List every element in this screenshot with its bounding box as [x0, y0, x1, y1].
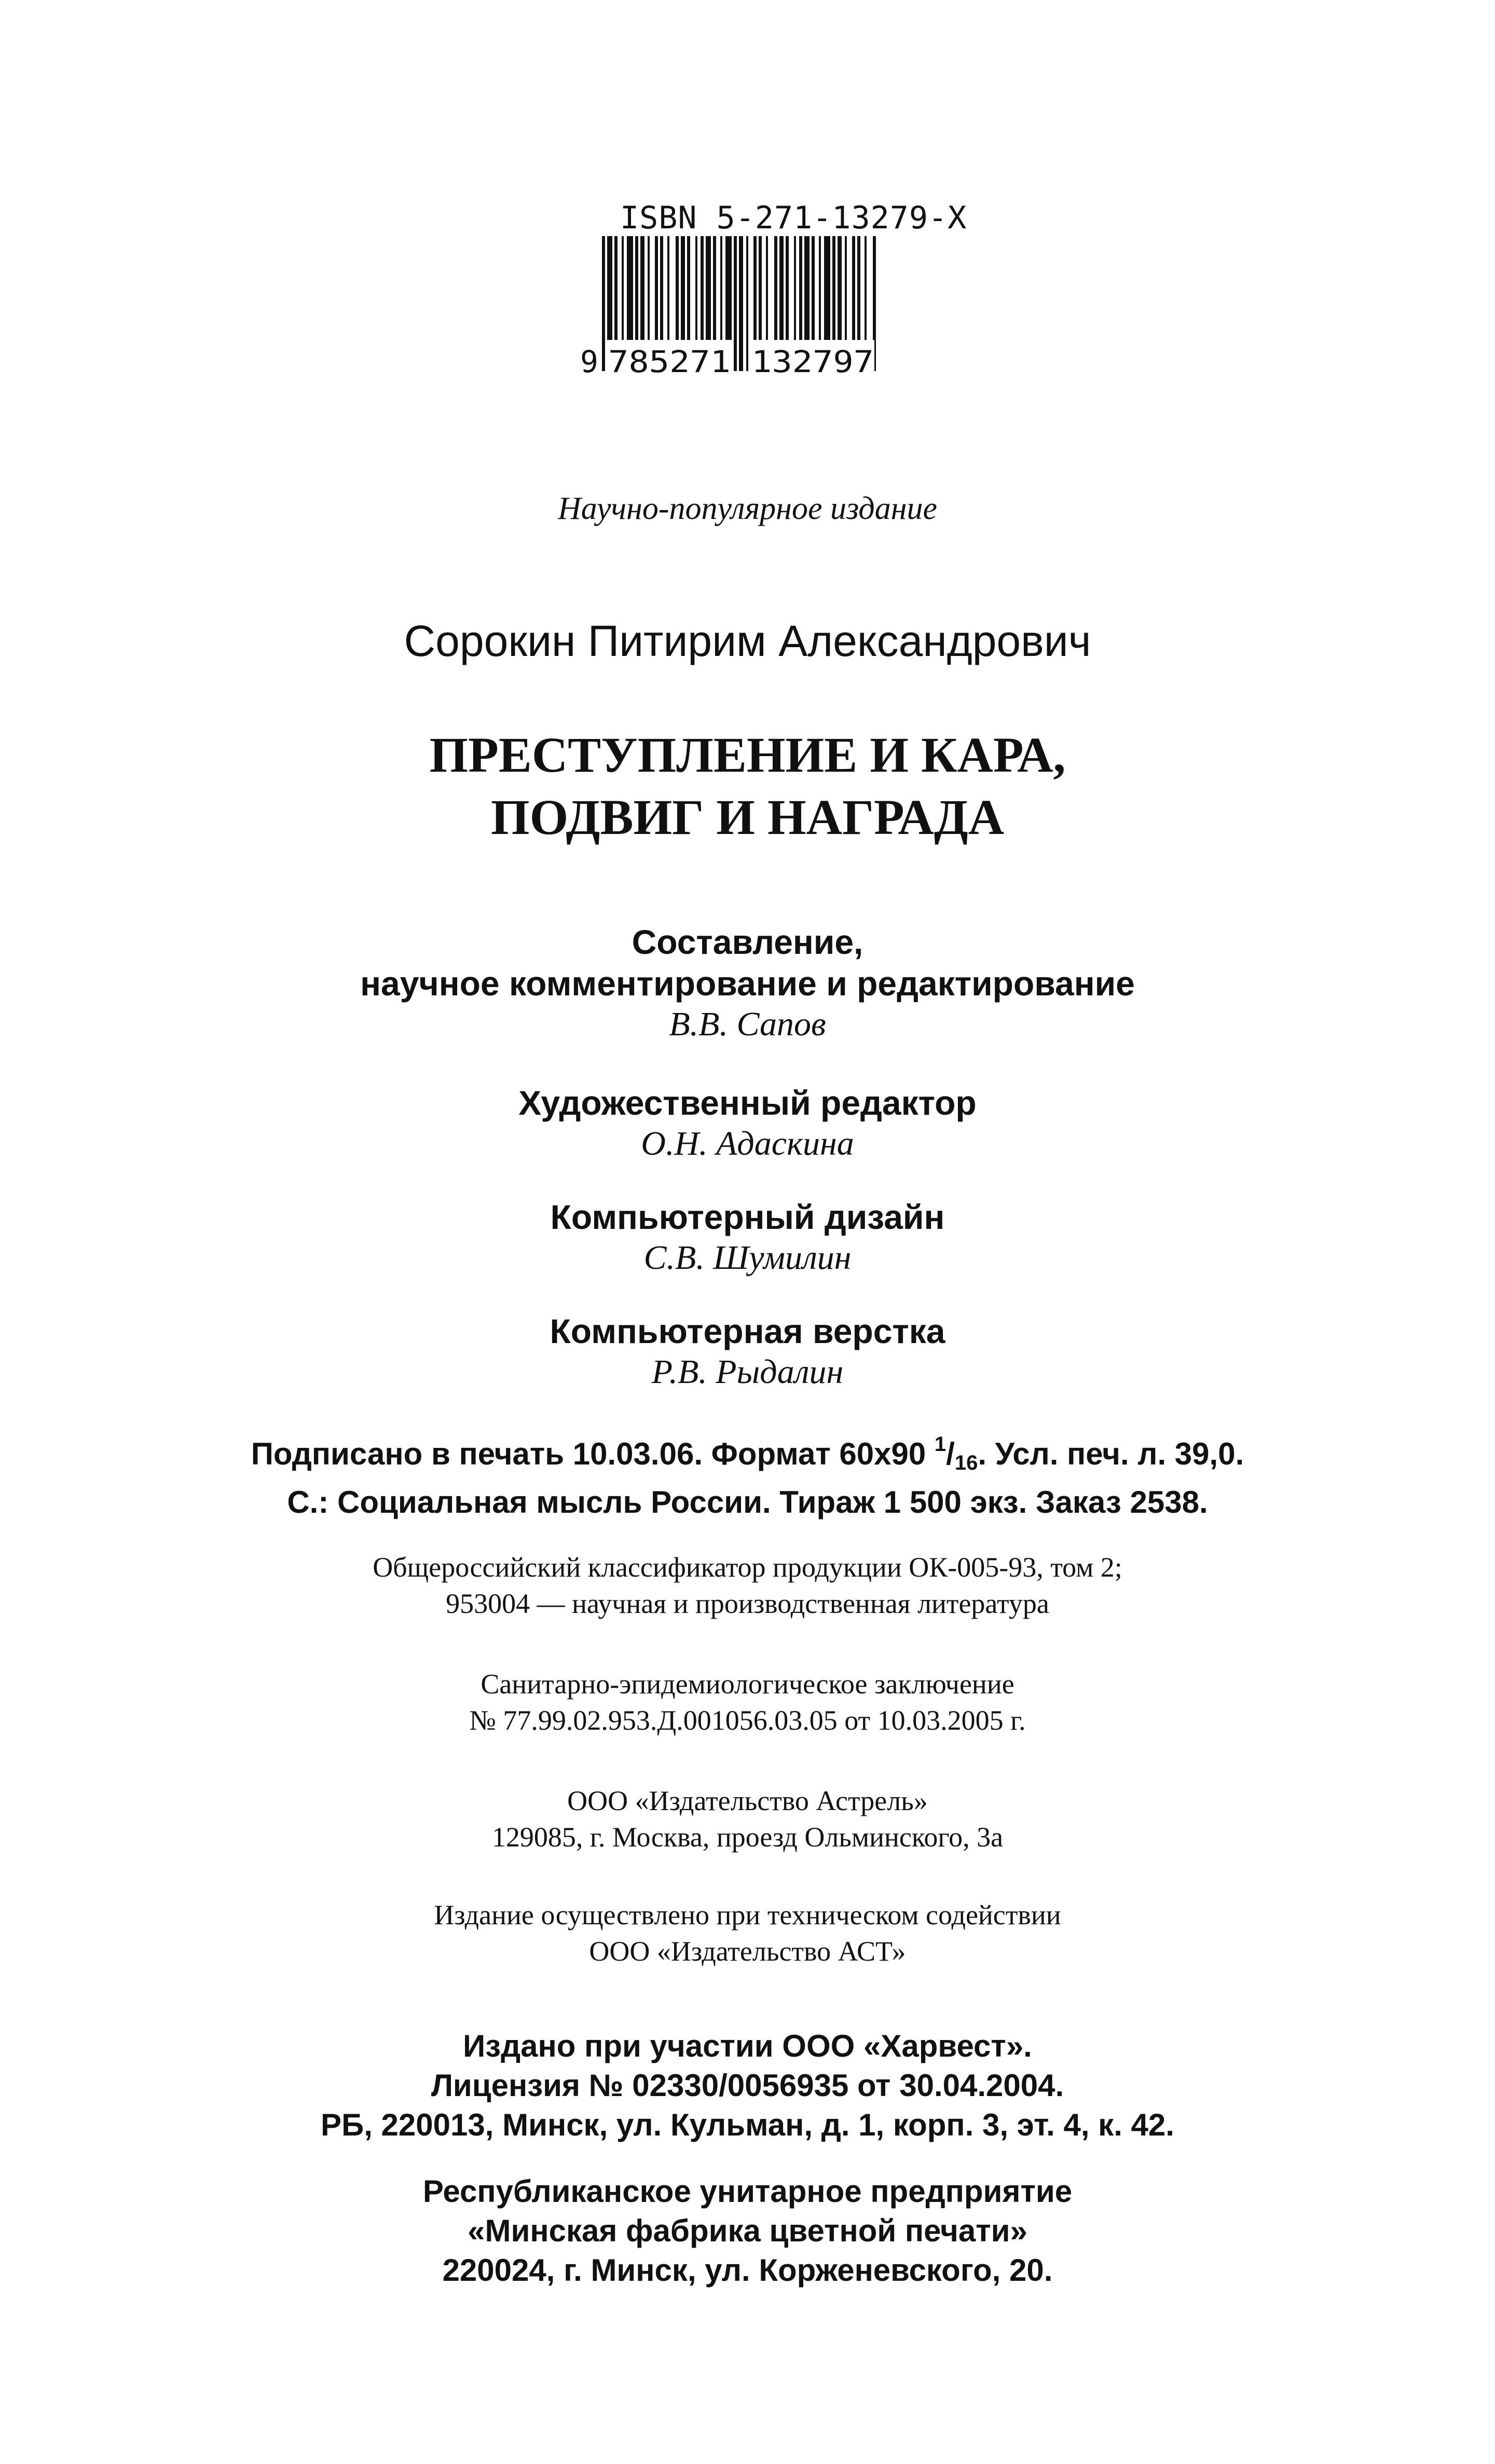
publisher-line-1: ООО «Издательство Астрель» [567, 1785, 928, 1816]
imprint-line-1-end: . Усл. печ. л. 39,0. [978, 1436, 1244, 1471]
edition-type-block [0, 488, 1495, 529]
harvest-line-2: Лицензия № 02330/0056935 от 30.04.2004. [431, 2068, 1064, 2103]
art-editor-credit [0, 1082, 1495, 1164]
design-person: С.В. Шумилин [643, 1239, 852, 1277]
barcode-bar [746, 236, 748, 371]
imprint-line-1 [0, 1425, 1495, 1483]
classifier-block [0, 1549, 1495, 1622]
edition-type: Научно-популярное издание [558, 491, 937, 526]
title-line-1: ПРЕСТУПЛЕНИЕ И КАРА, [429, 727, 1066, 783]
classifier-line-1: Общероссийский классификатор продукции ОК-005-93, том 2; [373, 1552, 1122, 1583]
sanitary-block [0, 1666, 1495, 1739]
publisher-block [0, 1783, 1495, 1855]
printer-line-3: 220024, г. Минск, ул. Корженевского, 20. [442, 2253, 1053, 2288]
layout-role: Компьютерная верстка [550, 1312, 945, 1350]
compilation-person: В.В. Сапов [669, 1005, 826, 1043]
format-fraction-numerator: 1 [934, 1433, 947, 1456]
technical-line-1: Издание осуществлено при техническом содействии [434, 1899, 1061, 1931]
isbn-label: ISBN 5-271-13279-X [620, 200, 967, 236]
technical-line-2: ООО «Издательство АСТ» [589, 1936, 906, 1967]
sanitary-line-1: Санитарно-эпидемиологическое заключение [481, 1668, 1014, 1700]
book-title [0, 724, 1495, 848]
printer-line-1: Республиканское унитарное предприятие [422, 2174, 1073, 2209]
imprint-line-1-start: Подписано в печать 10.03.06. Формат 60х90 [251, 1436, 935, 1471]
title-line-2: ПОДВИГ И НАГРАДА [490, 789, 1005, 845]
barcode-image [571, 236, 934, 376]
barcode-bar [734, 236, 737, 371]
layout-person: Р.В. Рыдалин [651, 1353, 844, 1391]
layout-credit [0, 1310, 1495, 1392]
barcode-bar [739, 236, 743, 371]
compilation-role-line-1: Составление, [632, 923, 863, 961]
sanitary-line-2: № 77.99.02.953.Д.001056.03.05 от 10.03.2005 г. [469, 1705, 1026, 1736]
barcode-lead-digit: 9 [580, 344, 598, 376]
barcode-bar [602, 236, 605, 371]
classifier-line-2: 953004 — научная и производственная литература [446, 1588, 1049, 1619]
design-role: Компьютерный дизайн [550, 1198, 945, 1236]
publisher-line-2: 129085, г. Москва, проезд Ольминского, 3а [491, 1822, 1004, 1853]
harvest-block [0, 2027, 1495, 2145]
author-block [0, 615, 1495, 667]
compilation-role-line-2: научное комментирование и редактирование [360, 964, 1135, 1003]
barcode-left-digits: 785271 [608, 344, 731, 376]
technical-block [0, 1897, 1495, 1969]
compilation-credit [0, 921, 1495, 1045]
harvest-line-3: РБ, 220013, Минск, ул. Кульман, д. 1, корп. 3, эт. 4, к. 42. [321, 2107, 1174, 2142]
barcode-right-digits: 132797 [751, 344, 874, 376]
printer-line-2: «Минская фабрика цветной печати» [468, 2213, 1027, 2248]
imprint-block [0, 1425, 1495, 1522]
printer-block [0, 2172, 1495, 2290]
format-fraction-denominator: 16 [954, 1452, 978, 1474]
author-name: Сорокин Питирим Александрович [404, 617, 1091, 665]
imprint-line-2: С.: Социальная мысль России. Тираж 1 500 экз. Заказ 2538. [287, 1485, 1208, 1520]
format-fraction-slash: / [946, 1436, 955, 1471]
art-editor-role: Художественный редактор [518, 1084, 977, 1122]
design-credit [0, 1196, 1495, 1278]
isbn-barcode-block [571, 200, 967, 376]
harvest-line-1: Издано при участии ООО «Харвест». [463, 2029, 1032, 2063]
art-editor-person: О.Н. Адаскина [641, 1125, 854, 1162]
